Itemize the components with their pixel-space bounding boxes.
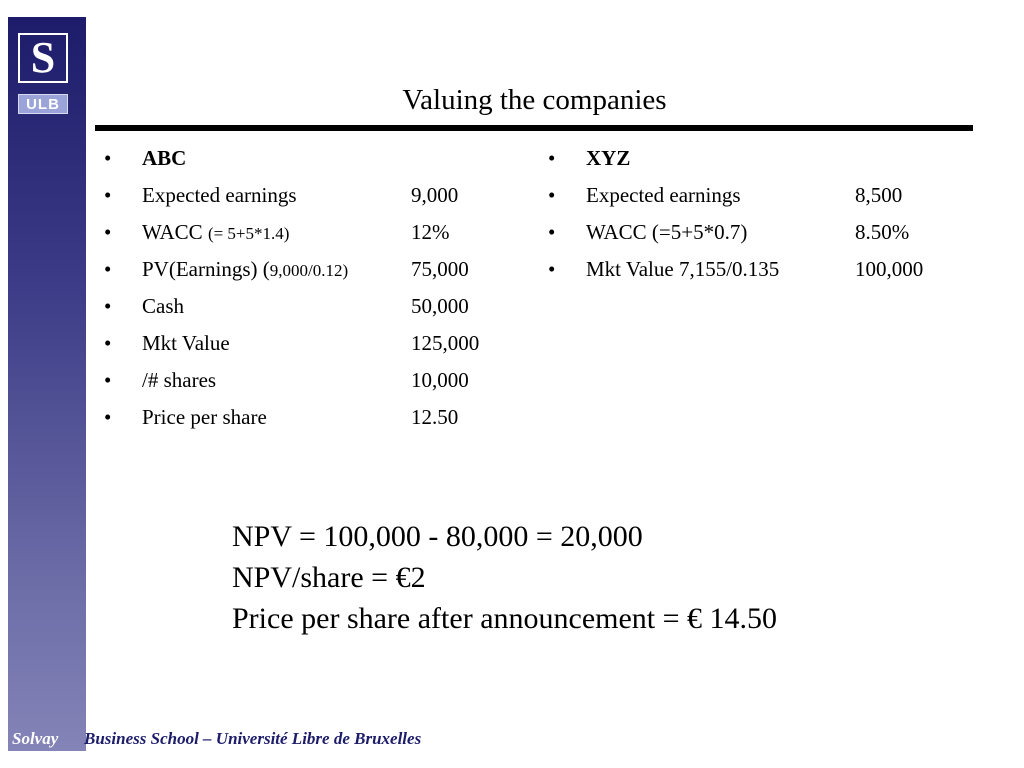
row-value: 12.50: [411, 405, 459, 429]
row-value: 100,000: [855, 257, 924, 281]
row-label-main: WACC: [142, 220, 208, 244]
row-value: 12%: [411, 220, 450, 244]
row-value: 9,000: [411, 183, 459, 207]
row-label: Expected earnings: [586, 183, 741, 207]
bullet: •: [104, 294, 112, 318]
xyz-heading: XYZ: [586, 146, 631, 170]
row-label: Expected earnings: [142, 183, 297, 207]
bullet: •: [548, 220, 556, 244]
footer: [8, 727, 421, 751]
bullet: •: [548, 146, 556, 170]
ulb-logo: [18, 94, 68, 114]
row-value: 75,000: [411, 257, 469, 281]
row-label: Price per share: [142, 405, 267, 429]
row-label-formula: 9,000/0.12): [269, 261, 349, 280]
row-label-main: PV(Earnings) (: [142, 257, 270, 281]
price-after-announcement-line: Price per share after announcement = € 14.50: [232, 602, 778, 635]
row-label: /# shares: [142, 368, 217, 392]
logo-letter: S: [30, 33, 56, 82]
bullet: •: [548, 183, 556, 207]
bullet: •: [104, 405, 112, 429]
solvay-logo: [18, 33, 68, 83]
row-label: WACC (=5+5*0.7): [586, 220, 748, 244]
row-value: 125,000: [411, 331, 480, 355]
slide-title: Valuing the companies: [402, 84, 667, 116]
row-label: Mkt Value: [142, 331, 230, 355]
ulb-logo-text: ULB: [26, 95, 60, 113]
footer-school: Business School – Université Libre de Bruxelles: [84, 729, 422, 748]
row-value: 8.50%: [855, 220, 910, 244]
bullet: •: [104, 331, 112, 355]
row-value: 8,500: [855, 183, 903, 207]
footer-solvay: Solvay: [12, 729, 59, 748]
bullet: •: [548, 257, 556, 281]
bullet: •: [104, 183, 112, 207]
row-label: Cash: [142, 294, 184, 318]
abc-heading: ABC: [142, 146, 187, 170]
row-label: Mkt Value 7,155/0.135: [586, 257, 780, 281]
title-divider: [95, 125, 973, 131]
row-label: [142, 214, 289, 252]
bullet: •: [104, 220, 112, 244]
row-label-formula: (= 5+5*1.4): [207, 224, 290, 243]
bullet: •: [104, 368, 112, 392]
npv-line: NPV = 100,000 - 80,000 = 20,000: [232, 520, 643, 553]
sidebar-band: [8, 17, 86, 751]
row-value: 10,000: [411, 368, 469, 392]
bullet: •: [104, 146, 112, 170]
row-label: [142, 251, 348, 289]
bullet: •: [104, 257, 112, 281]
row-value: 50,000: [411, 294, 469, 318]
npv-summary: [232, 516, 777, 639]
npv-per-share-line: NPV/share = €2: [232, 561, 426, 594]
